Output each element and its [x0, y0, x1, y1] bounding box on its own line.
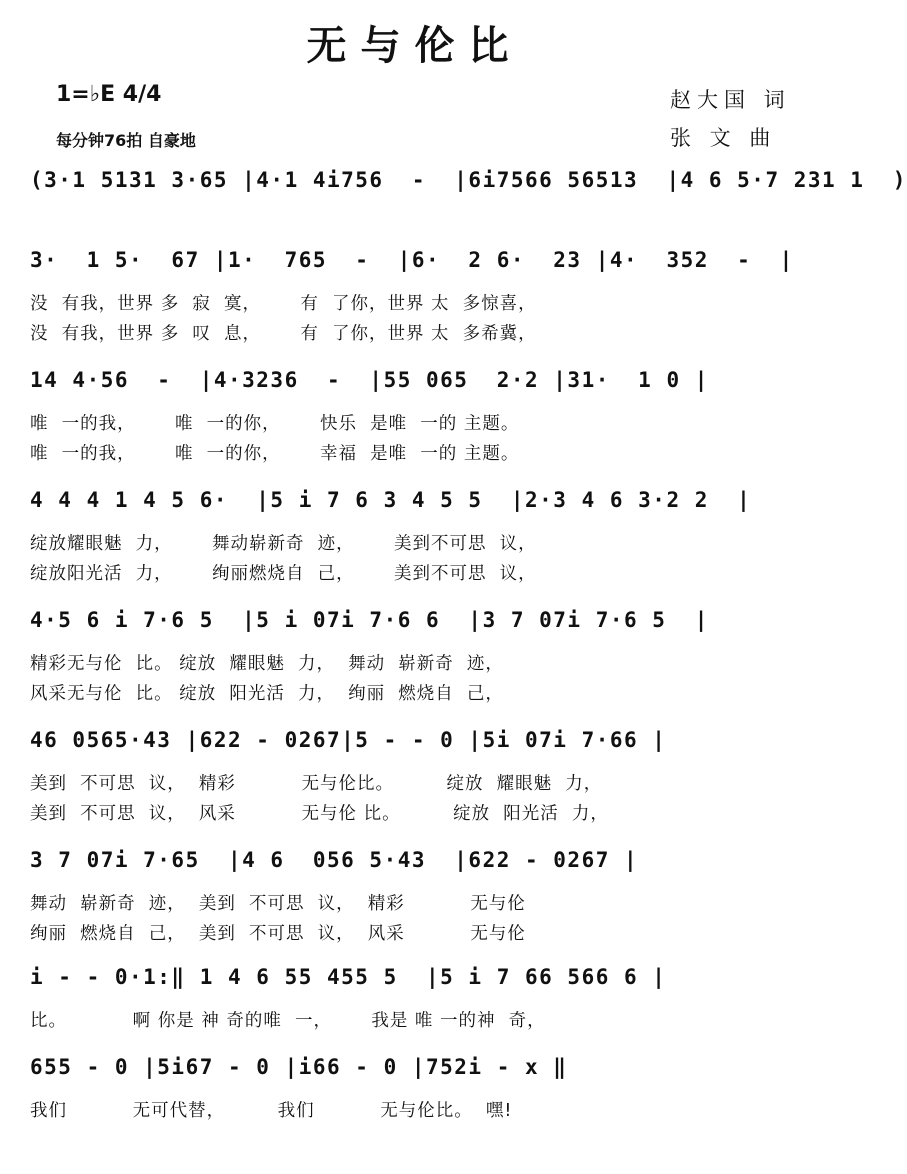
lyric-line: 唯 一的我， 唯 一的你， 快乐 是唯 一的 主题。	[30, 414, 520, 434]
notation-line: 3· 1 5· 67 |1· 765 - |6· 2 6· 23 |4· 352 - |	[30, 248, 794, 272]
lyric-line: 风采无与伦 比。 绽放 阳光活 力， 绚丽 燃烧自 己，	[30, 684, 504, 704]
song-title: 无与伦比	[306, 22, 523, 69]
lyric-line: 舞动 崭新奇 迹， 美到 不可思 议， 精彩 无与伦	[30, 894, 526, 914]
composer-credit: 张 文 曲	[670, 126, 777, 150]
notation-line: i - - 0·1:‖ 1 4 6 55 455 5 |5 i 7 66 566 6 |	[30, 965, 667, 989]
lyric-line: 我们 无可代替， 我们 无与伦比。 嘿!	[30, 1101, 513, 1121]
notation-line: 14 4·56 - |4·3236 - |55 065 2·2 |31· 1 0 |	[30, 368, 709, 392]
lyric-line: 没 有我，世界 多 寂 寞， 有 了你，世界 太 多惊喜，	[30, 294, 537, 314]
lyric-line: 比。 啊 你是 神 奇的唯 一， 我是 唯 一的神 奇，	[30, 1011, 546, 1031]
lyric-line: 绚丽 燃烧自 己， 美到 不可思 议， 风采 无与伦	[30, 924, 526, 944]
notation-line: 46 0565·43 |622 - 0267|5 - - 0 |5i 07i 7·66 |	[30, 728, 667, 752]
lyric-line: 没 有我，世界 多 叹 息， 有 了你，世界 太 多希冀，	[30, 324, 537, 344]
lyric-line: 绽放耀眼魅 力， 舞动崭新奇 迹， 美到不可思 议，	[30, 534, 537, 554]
notation-line: 655 - 0 |5i67 - 0 |i66 - 0 |752i - x ‖	[30, 1055, 568, 1079]
lyric-line: 绽放阳光活 力， 绚丽燃烧自 己， 美到不可思 议，	[30, 564, 537, 584]
notation-line: (3·1 5131 3·65 |4·1 4i756 - |6i7566 56513 |4 6 5·7 231 1 )	[30, 168, 907, 192]
lyricist-credit: 赵大国 词	[670, 88, 791, 112]
lyric-line: 美到 不可思 议， 精彩 无与伦比。 绽放 耀眼魅 力，	[30, 774, 603, 794]
lyric-line: 美到 不可思 议， 风采 无与伦 比。 绽放 阳光活 力，	[30, 804, 609, 824]
tempo-marking: 每分钟76拍 自豪地	[56, 131, 196, 150]
notation-line: 4·5 6 i 7·6 5 |5 i 07i 7·6 6 |3 7 07i 7·6 5 |	[30, 608, 709, 632]
notation-line: 4 4 4 1 4 5 6· |5 i 7 6 3 4 5 5 |2·3 4 6 3·2 2 |	[30, 488, 752, 512]
key-signature: 1=♭E 4/4	[56, 82, 162, 107]
notation-line: 3 7 07i 7·65 |4 6 056 5·43 |622 - 0267 |	[30, 848, 639, 872]
lyric-line: 唯 一的我， 唯 一的你， 幸福 是唯 一的 主题。	[30, 444, 520, 464]
lyric-line: 精彩无与伦 比。 绽放 耀眼魅 力， 舞动 崭新奇 迹，	[30, 654, 504, 674]
